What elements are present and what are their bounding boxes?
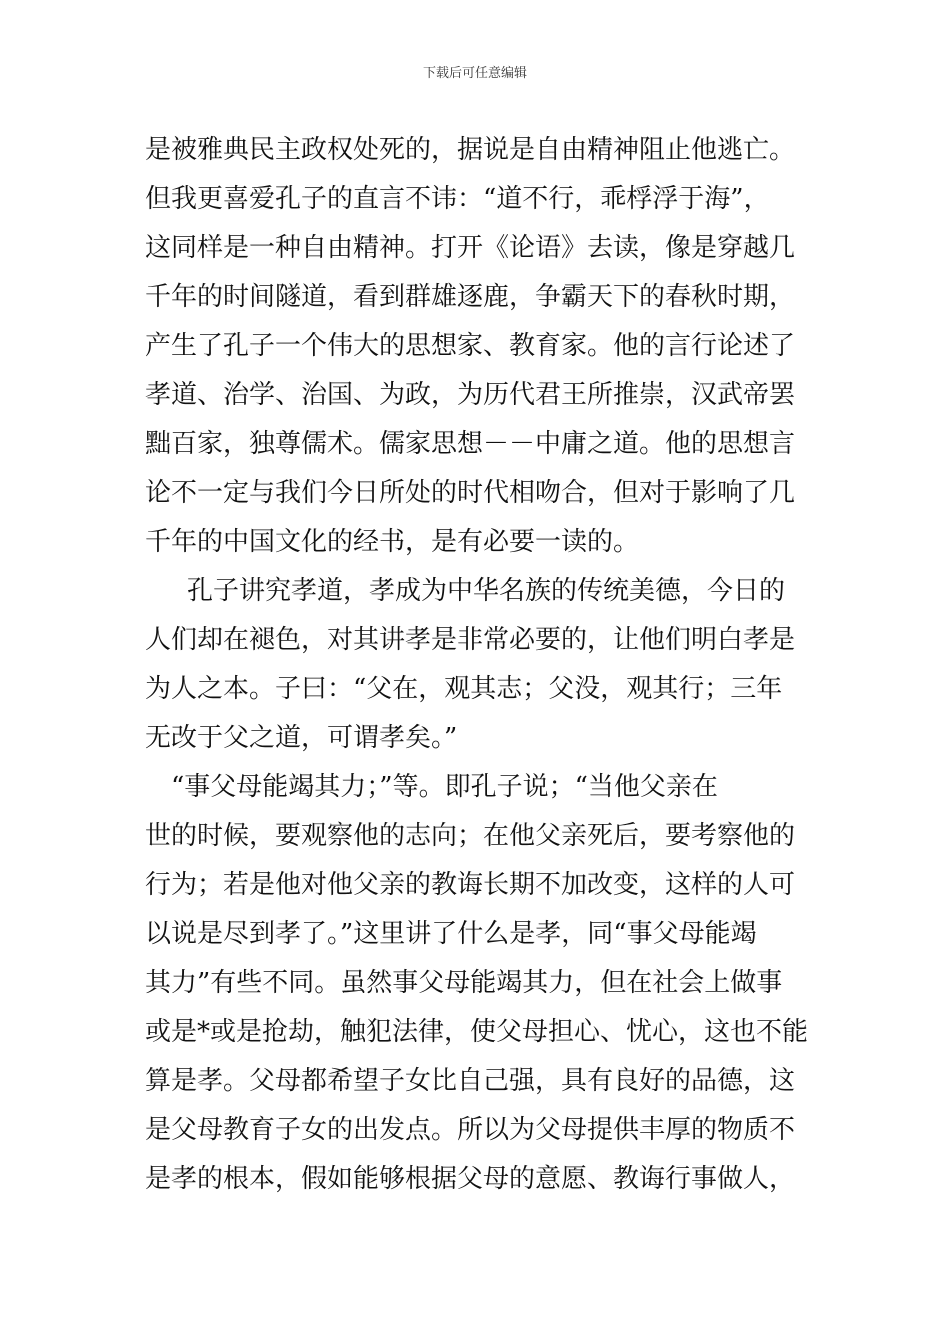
paragraph-start-line: “事父母能竭其力；”等。即孔子说；“当他父亲在: [171, 772, 718, 802]
text-line: 论不一定与我们今日所处的时代相吻合，但对于影响了几: [145, 478, 796, 508]
text-line: 千年的时间隧道，看到群雄逐鹿，争霸天下的春秋时期，: [145, 282, 796, 312]
text-line: 孝道、治学、治国、为政，为历代君王所推崇，汉武帝罢: [145, 380, 796, 410]
paragraph-start-line: 孔子讲究孝道，孝成为中华名族的传统美德，今日的: [187, 576, 786, 606]
text-line: 这同样是一种自由精神。打开《论语》去读，像是穿越几: [145, 233, 796, 263]
text-line: 千年的中国文化的经书，是有必要一读的。: [145, 527, 640, 557]
text-line: 以说是尽到孝了。”这里讲了什么是孝，同“事父母能竭: [145, 919, 757, 949]
text-line: 世的时候，要观察他的志向；在他父亲死后，要考察他的: [145, 821, 796, 851]
text-line: 无改于父之道，可谓孝矣。”: [145, 723, 458, 753]
page-header: 下载后可任意编辑: [422, 66, 527, 81]
text-line: 黜百家，独尊儒术。儒家思想－－中庸之道。他的思想言: [145, 429, 796, 459]
text-line: 其力”有些不同。虽然事父母能竭其力，但在社会上做事: [145, 968, 783, 998]
text-line: 为人之本。子曰：“父在，观其志；父没，观其行；三年: [145, 674, 783, 704]
text-line: 行为；若是他对他父亲的教诲长期不加改变，这样的人可: [145, 870, 796, 900]
text-line: 产生了孔子一个伟大的思想家、教育家。他的言行论述了: [145, 331, 796, 361]
text-line: 算是孝。父母都希望子女比自己强，具有良好的品德，这: [145, 1066, 796, 1096]
text-line: 或是*或是抢劫，触犯法律，使父母担心、忧心，这也不能: [145, 1017, 809, 1047]
text-line: 是父母教育子女的出发点。所以为父母提供丰厚的物质不: [145, 1115, 796, 1145]
text-line: 但我更喜爱孔子的直言不讳：“道不行，乖桴浮于海”，: [145, 184, 770, 214]
document-body: [145, 126, 811, 1204]
text-line: 人们却在褪色，对其讲孝是非常必要的，让他们明白孝是: [145, 625, 796, 655]
text-line: 是被雅典民主政权处死的，据说是自由精神阻止他逃亡。: [145, 135, 796, 165]
text-line: 是孝的根本，假如能够根据父母的意愿、教诲行事做人，: [145, 1164, 796, 1194]
